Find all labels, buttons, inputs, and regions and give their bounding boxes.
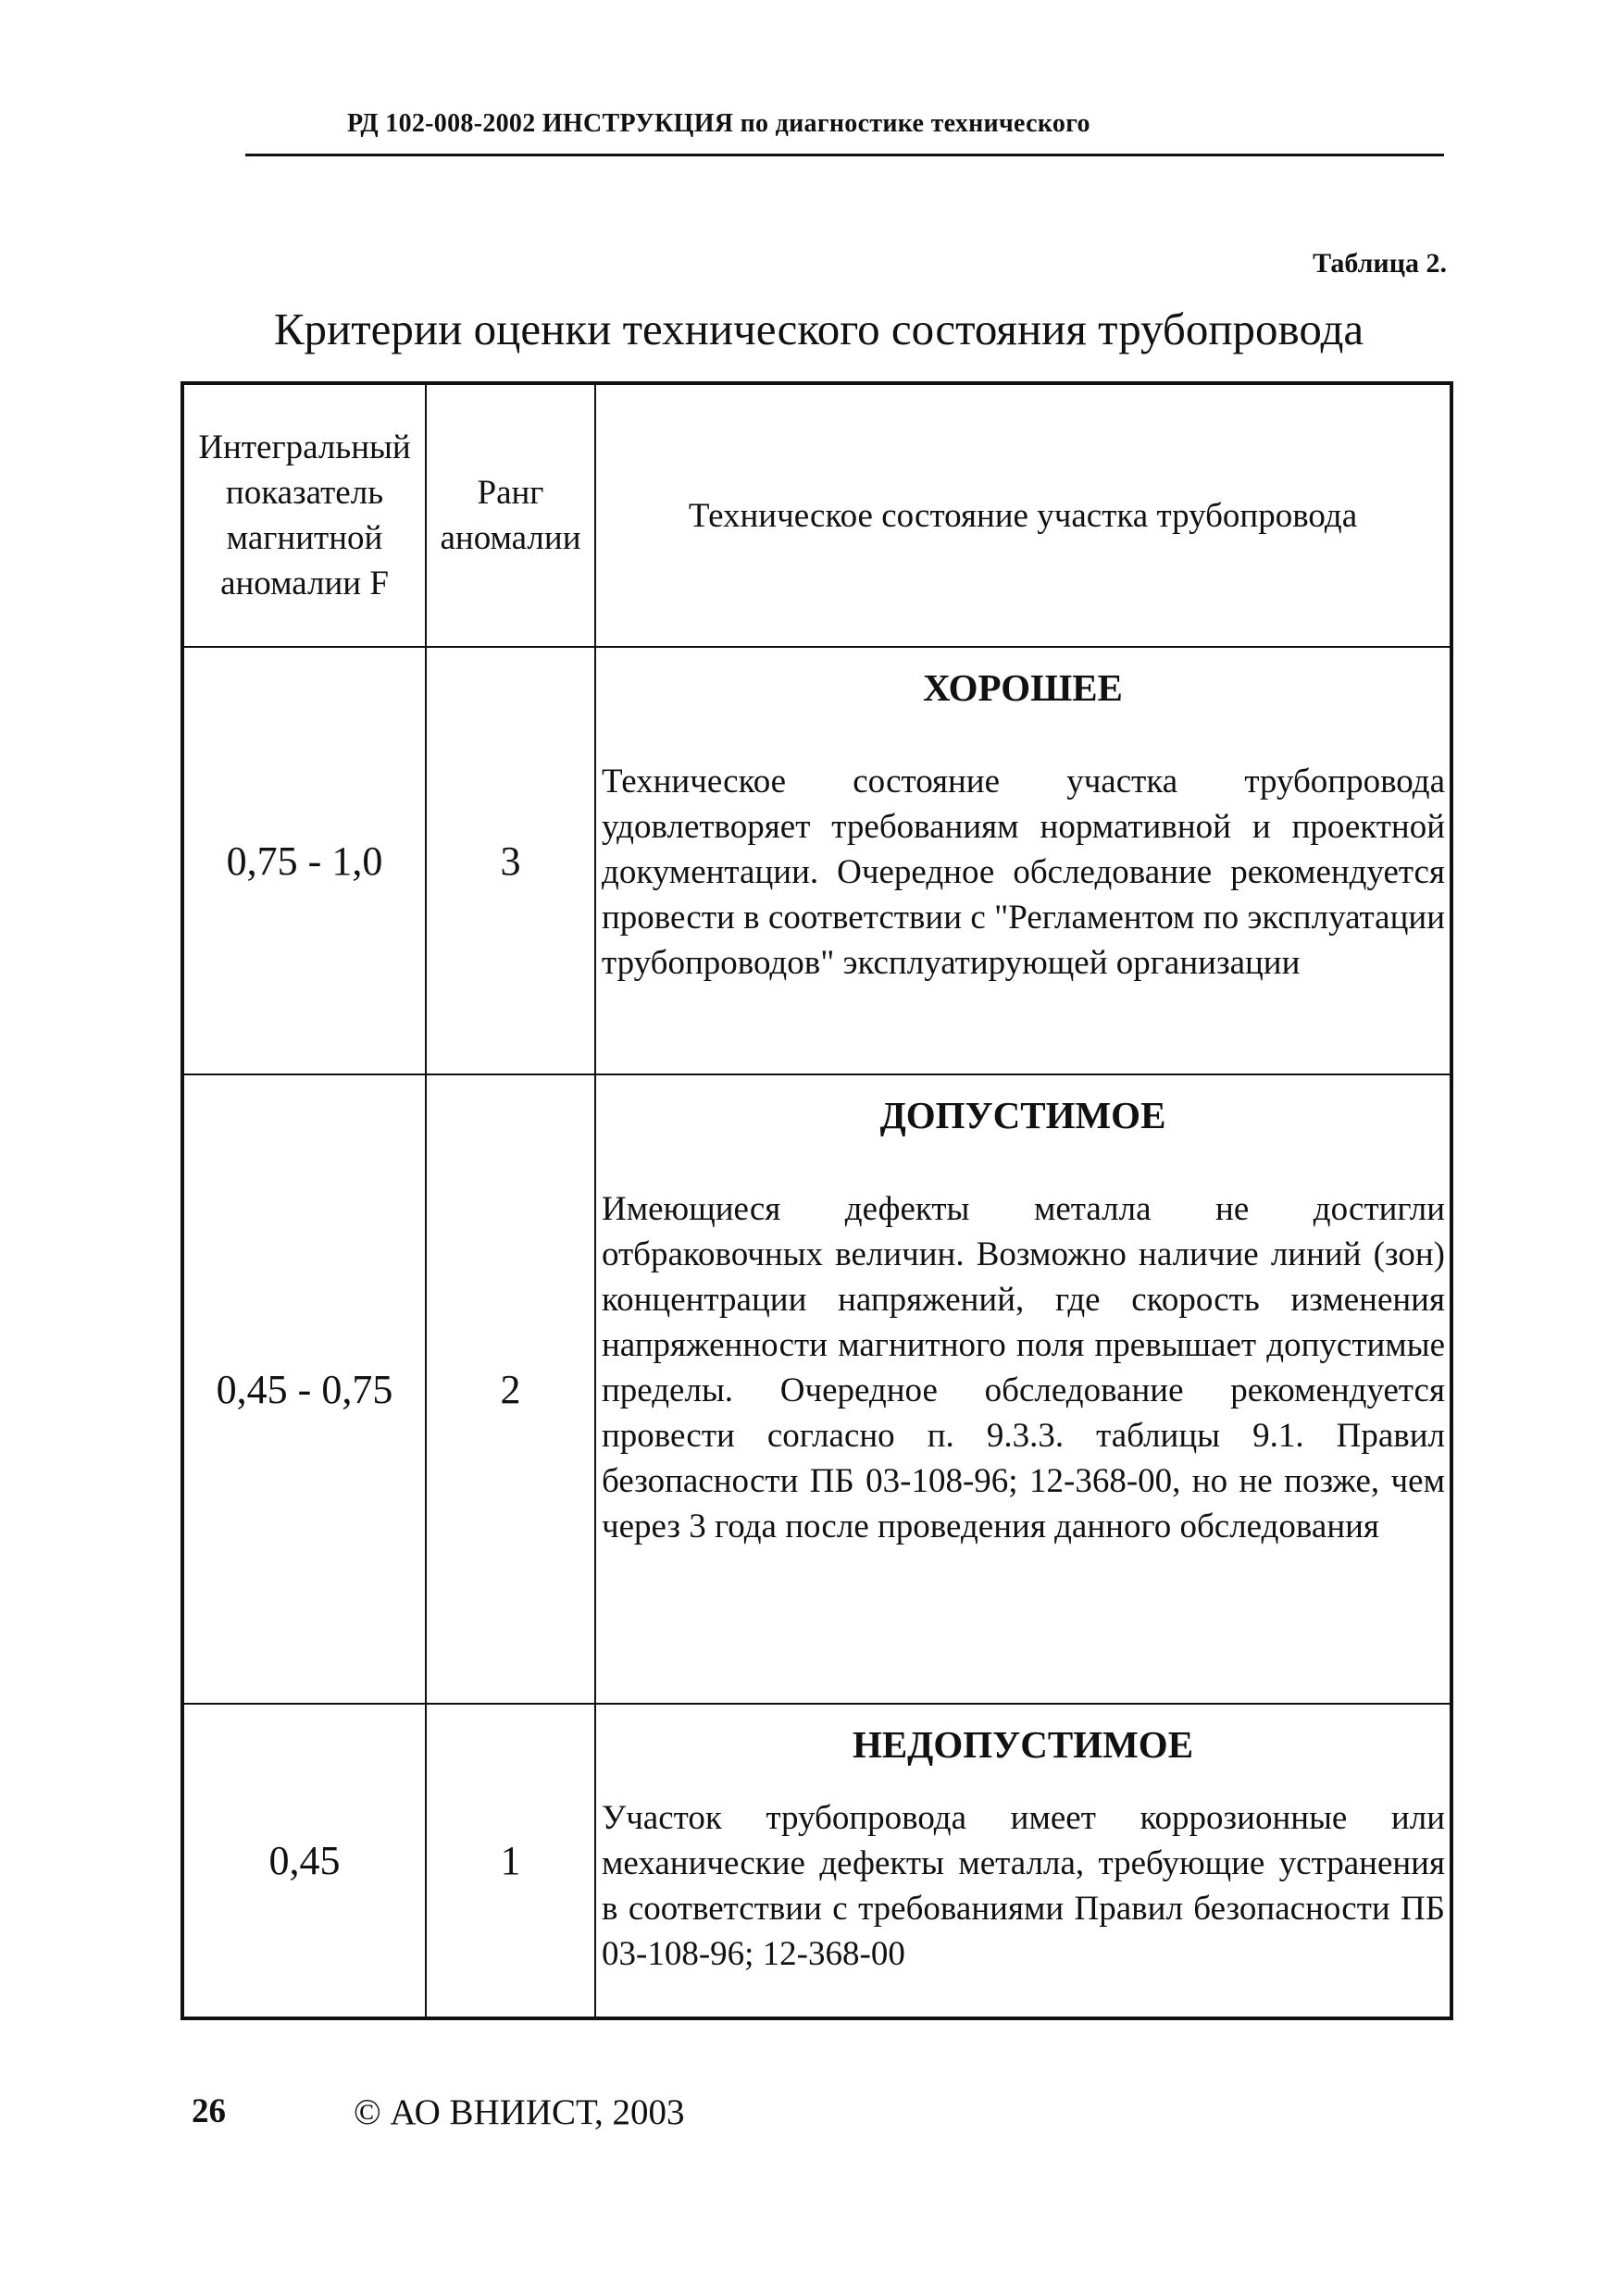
table-number: Таблица 2. (1313, 248, 1447, 279)
state-cell (595, 647, 1451, 1074)
header-divider (245, 154, 1444, 156)
table-row (182, 1074, 1451, 1704)
state-description: Техническое состояние участка трубопровода удовлетворяет требованиям нормативной и проектной документации. Очередное обследование рекомендуется провести в соответствии с "Регламентом по эксплуатации трубопроводов" эксплуатирующей организации (602, 763, 1445, 982)
state-cell (595, 1704, 1451, 2018)
table-row (182, 647, 1451, 1074)
copyright: © АО ВНИИСТ, 2003 (354, 2092, 685, 2132)
table-header-row (182, 383, 1451, 647)
integral-value-cell: 0,45 - 0,75 (182, 1074, 426, 1704)
rank-cell: 1 (426, 1704, 595, 2018)
state-title: ХОРОШЕЕ (923, 666, 1123, 709)
state-title: ДОПУСТИМОЕ (879, 1094, 1166, 1136)
table-title: Критерии оценки технического состояния трубопровода (273, 304, 1364, 354)
rank-cell: 3 (426, 647, 595, 1074)
column-header-integral-indicator: Интегральный показатель магнитной аномалии F (182, 383, 426, 647)
state-cell (595, 1074, 1451, 1704)
rank-cell: 2 (426, 1074, 595, 1704)
running-header: РД 102-008-2002 ИНСТРУКЦИЯ по диагностике технического (347, 109, 1090, 138)
page-number: 26 (192, 2092, 226, 2130)
table-row (182, 1704, 1451, 2018)
column-header-anomaly-rank: Ранг аномалии (426, 383, 595, 647)
integral-value-cell: 0,75 - 1,0 (182, 647, 426, 1074)
state-description: Имеющиеся дефекты металла не достигли отбраковочных величин. Возможно наличие линий (зон) концентрации напряжений, где скорость изменения напряженности магнитного поля превышает допустимые пределы. Очередное обследование рекомендуется провести согласно п. 9.3.3. таблицы 9.1. Правил безопасности ПБ 03-108-96; 12-368-00, но не позже, чем через 3 года после проведения данного обследования (602, 1190, 1445, 1545)
state-title: НЕДОПУСТИМОЕ (852, 1723, 1194, 1766)
criteria-table (181, 381, 1453, 2020)
state-description: Участок трубопровода имеет коррозионные или механические дефекты металла, требующие устранения в соответствии с требованиями Правил безопасности ПБ 03-108-96; 12-368-00 (602, 1799, 1445, 1973)
integral-value-cell: 0,45 (182, 1704, 426, 2018)
column-header-technical-state: Техническое состояние участка трубопровода (595, 383, 1451, 647)
